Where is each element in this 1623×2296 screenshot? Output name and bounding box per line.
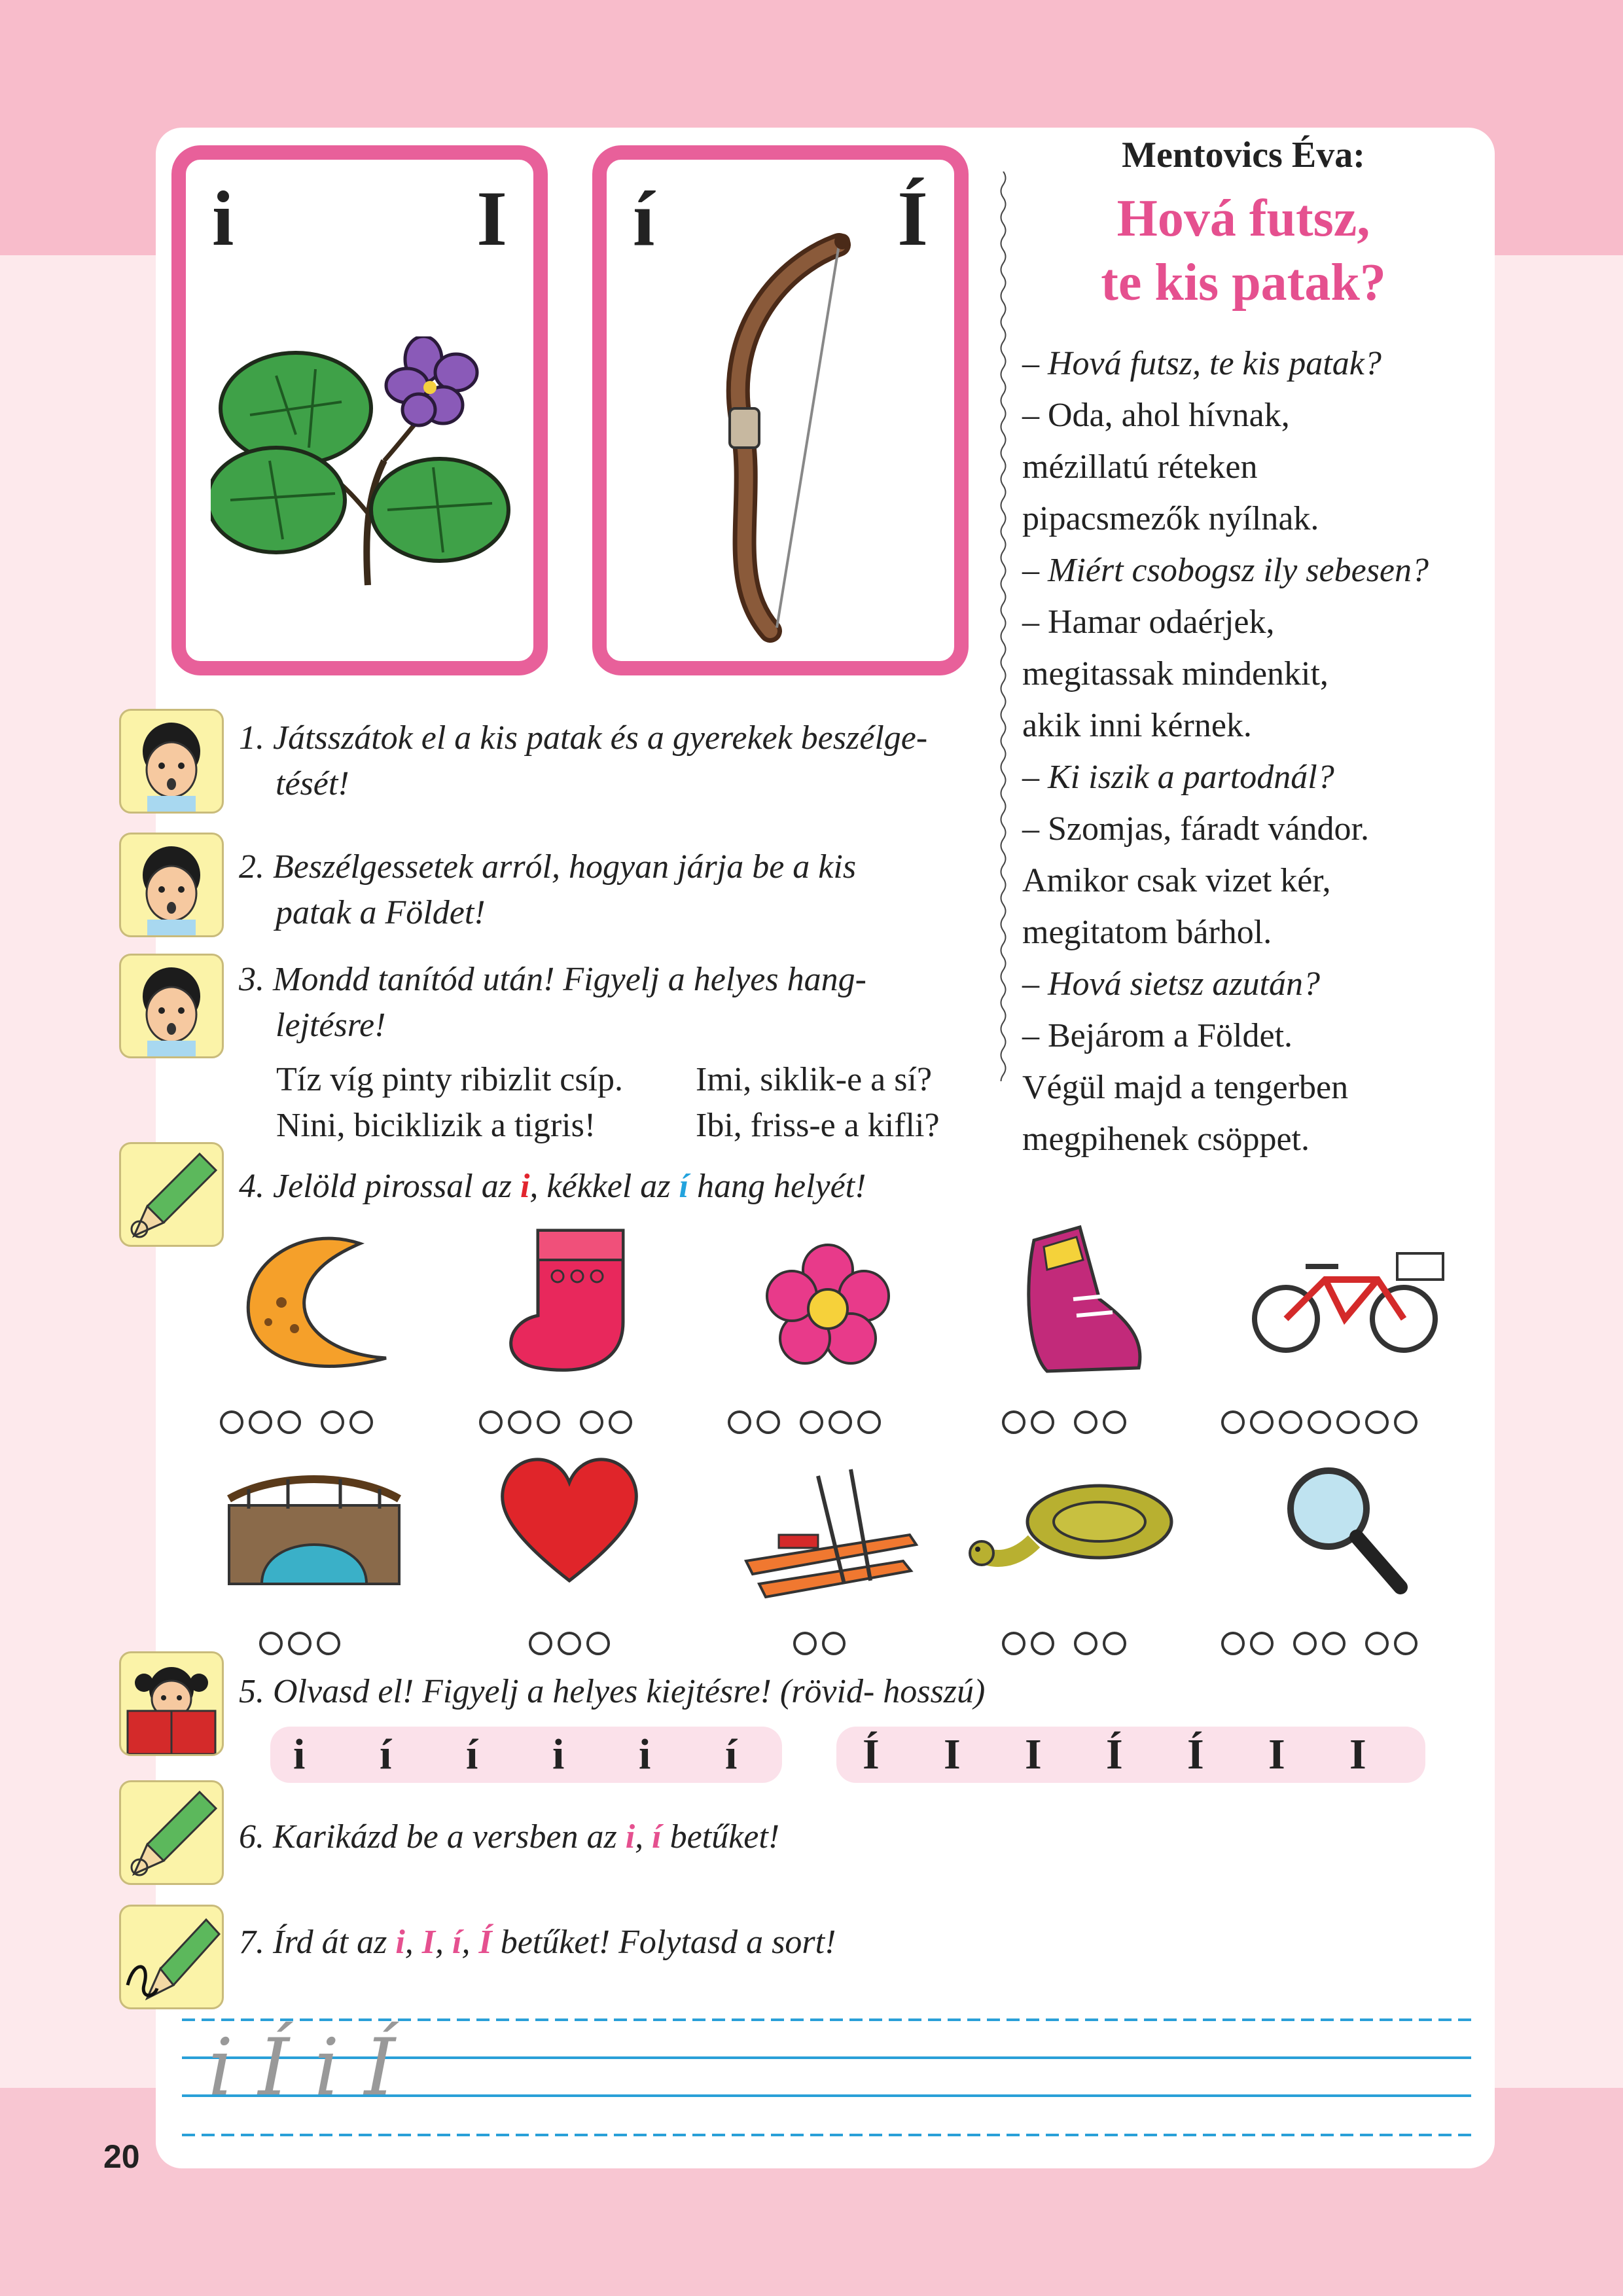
task-text: , kékkel az [529,1168,671,1205]
task-7 [239,1920,836,1965]
sound-circles-heart [529,1623,615,1660]
task-text: betűket! [661,1818,780,1856]
task-2 [239,844,856,936]
reading-letter: I [1268,1731,1285,1778]
sound-circle[interactable] [1365,1632,1389,1655]
sound-circle[interactable] [220,1410,243,1434]
sound-circles-flower [728,1402,886,1439]
sound-circle[interactable] [1074,1410,1097,1434]
red-letter: i [520,1168,530,1205]
reading-letter: í [380,1731,392,1778]
girl-reading-icon [119,1651,224,1756]
pink-letter: I [421,1924,436,1961]
poem-line: – Hová sietsz azután? [1022,965,1320,1003]
sound-circle[interactable] [757,1410,780,1434]
practice-sentence-4: Ibi, friss-e a kifli? [696,1107,940,1144]
sound-circle[interactable] [249,1410,272,1434]
poem-line: Végül majd a tengerben [1022,1069,1349,1106]
poem-line: Amikor csak vizet kér, [1022,862,1331,899]
reading-letter: í [466,1731,478,1778]
sound-circles-bicycle [1221,1402,1423,1439]
task-3 [239,957,866,1049]
poem-line: pipacsmezők nyílnak. [1022,500,1319,537]
task-number: 1. [239,719,264,757]
sound-circle[interactable] [1336,1410,1360,1434]
task-text: betűket! Folytasd a sort! [491,1924,836,1961]
task-text: Beszélgessetek arról, hogyan járja be a kis [273,848,857,886]
reading-letter: I [1025,1731,1042,1778]
task-text: Írd át az [273,1924,387,1961]
reading-letter: I [1349,1731,1366,1778]
pencil-icon [119,1142,224,1247]
sound-circle[interactable] [1365,1410,1389,1434]
sound-circle[interactable] [580,1410,603,1434]
task-4 [239,1164,866,1210]
task-text: Olvasd el! Figyelj a helyes kiejtésre! (rövid- hosszú) [273,1673,986,1710]
sound-circle[interactable] [609,1410,632,1434]
practice-sentence-3: Nini, biciklizik a tigris! [276,1107,596,1144]
sound-circles-magnifier [1221,1623,1423,1660]
poem-line: megitassak mindenkit, [1022,655,1329,692]
task-text: hang helyét! [688,1168,866,1205]
card-lower-letter: i [212,175,234,262]
sound-circle[interactable] [1322,1632,1346,1655]
sound-circles-snake [1002,1623,1132,1660]
letter-card-i-long [592,145,969,675]
card-upper-letter: I [476,175,507,262]
comma: , [635,1818,644,1856]
sound-circle[interactable] [558,1632,581,1655]
boy-talking-icon [119,833,224,937]
task-text-cont: tését! [276,765,349,802]
practice-sentence-2: Imi, siklik-e a sí? [696,1061,933,1098]
sound-circle[interactable] [1394,1410,1418,1434]
sound-circle[interactable] [1293,1632,1317,1655]
sound-circle[interactable] [349,1410,373,1434]
task-text-cont: patak a Földet! [276,894,486,931]
sound-circle[interactable] [1308,1410,1331,1434]
sound-circles-bridge [259,1623,346,1660]
poem-line: megitatom bárhol. [1022,914,1272,951]
sound-circle[interactable] [1103,1410,1126,1434]
reading-letter: Í [1106,1731,1123,1778]
sound-circle[interactable] [800,1410,823,1434]
poem-title-line-1: Hová futsz, [1116,190,1370,247]
reading-letter: Í [1187,1731,1204,1778]
sound-circle[interactable] [857,1410,881,1434]
reading-letter: Í [863,1731,880,1778]
poem-line: – Szomjas, fáradt vándor. [1022,810,1369,848]
task-number: 4. [239,1168,264,1205]
sock-icon [492,1224,649,1381]
reading-lowercase-row [270,1727,782,1783]
task-text-cont: lejtésre! [276,1007,386,1044]
poem-line: – Hová futsz, te kis patak? [1022,345,1382,382]
snake-icon [969,1469,1191,1587]
sound-circle[interactable] [1250,1632,1274,1655]
card-upper-letter: Í [897,175,928,262]
sound-circles-sock [479,1402,637,1439]
pink-letter: i [395,1924,405,1961]
page-number: 20 [103,2138,140,2175]
croissant-icon [229,1224,399,1381]
poem-line: – Hamar odaérjek, [1022,603,1275,641]
task-number: 6. [239,1818,264,1856]
practice-sentence-1: Tíz víg pinty ribizlit csíp. [276,1061,624,1098]
bridge-icon [223,1460,406,1590]
poem-line: megpihenek csöppet. [1022,1121,1310,1158]
reading-letter: i [552,1731,565,1778]
reading-letter: i [639,1731,651,1778]
shoe-icon [1008,1221,1152,1384]
sound-circle[interactable] [288,1632,312,1655]
sound-circle[interactable] [321,1410,344,1434]
sound-circle[interactable] [586,1632,610,1655]
blue-letter: í [679,1168,688,1205]
sound-circle[interactable] [1031,1632,1054,1655]
sound-circles-skis [793,1623,851,1660]
reading-letter: í [725,1731,738,1778]
bow-icon [698,225,868,651]
sound-circle[interactable] [537,1410,560,1434]
task-6 [239,1814,779,1860]
handwriting-lines[interactable] [182,2017,1471,2142]
task-text: Jelöld pirossal az [273,1168,512,1205]
pencil-writing-icon [119,1905,224,2009]
sound-circle[interactable] [1221,1632,1245,1655]
comma: , [404,1924,414,1961]
sound-circle[interactable] [1103,1632,1126,1655]
sound-circle[interactable] [259,1632,283,1655]
handwriting-sample: i Í i Í [208,2022,395,2113]
task-5 [239,1669,985,1715]
task-number: 5. [239,1673,264,1710]
magnifier-icon [1279,1460,1410,1597]
reading-letter: I [944,1731,961,1778]
task-number: 7. [239,1924,264,1961]
poem-title-line-2: te kis patak? [1101,254,1386,312]
task-text: Mondd tanítód után! Figyelj a helyes hang- [273,961,866,998]
task-text: Karikázd be a versben az [273,1818,617,1856]
poem-body [1022,338,1480,1165]
violet-flower-icon [211,336,518,592]
sound-circle[interactable] [1221,1410,1245,1434]
pink-letter: í [652,1818,662,1856]
flower-icon [759,1240,897,1371]
boy-talking-icon [119,954,224,1058]
sound-circle[interactable] [1002,1632,1026,1655]
bicycle-icon [1247,1247,1450,1355]
poem-line: – Bejárom a Földet. [1022,1017,1293,1054]
task-1 [239,715,927,807]
poem-line: – Miért csobogsz ily sebesen? [1022,552,1429,589]
sound-circle[interactable] [1394,1632,1418,1655]
sound-circle[interactable] [277,1410,301,1434]
wavy-divider [999,171,1008,1081]
sound-circle[interactable] [1031,1410,1054,1434]
sound-circle[interactable] [508,1410,531,1434]
sound-circle[interactable] [479,1410,503,1434]
sound-circle[interactable] [793,1632,817,1655]
comma: , [461,1924,471,1961]
reading-letter: i [293,1731,306,1778]
sound-circle[interactable] [317,1632,340,1655]
sound-circle[interactable] [822,1632,846,1655]
sound-circles-croissant [220,1402,378,1439]
task-number: 2. [239,848,264,886]
pink-letter: í [452,1924,462,1961]
poem-line: akik inni kérnek. [1022,707,1252,744]
card-lower-letter: í [633,175,655,262]
sound-circle[interactable] [728,1410,751,1434]
poem-line: – Ki iszik a partodnál? [1022,759,1334,796]
pink-letter: Í [478,1924,492,1961]
sound-circle[interactable] [1002,1410,1026,1434]
skis-icon [740,1463,923,1600]
reading-uppercase-row [836,1727,1425,1783]
poem-author: Mentovics Éva: [1122,135,1365,175]
sound-circle[interactable] [1250,1410,1274,1434]
sound-circle[interactable] [1279,1410,1302,1434]
comma: , [435,1924,444,1961]
sound-circle[interactable] [1074,1632,1097,1655]
pink-letter: i [625,1818,635,1856]
sound-circles-shoe [1002,1402,1132,1439]
letter-card-i [171,145,548,675]
poem-line: – Oda, ahol hívnak, [1022,397,1290,434]
boy-talking-icon [119,709,224,814]
sound-circle[interactable] [529,1632,552,1655]
task-text: Játsszátok el a kis patak és a gyerekek beszélge- [273,719,928,757]
sound-circle[interactable] [829,1410,852,1434]
poem-line: mézillatú réteken [1022,448,1258,486]
poem-title [1014,187,1472,315]
heart-icon [497,1450,641,1587]
task-number: 3. [239,961,264,998]
pencil-icon [119,1780,224,1885]
